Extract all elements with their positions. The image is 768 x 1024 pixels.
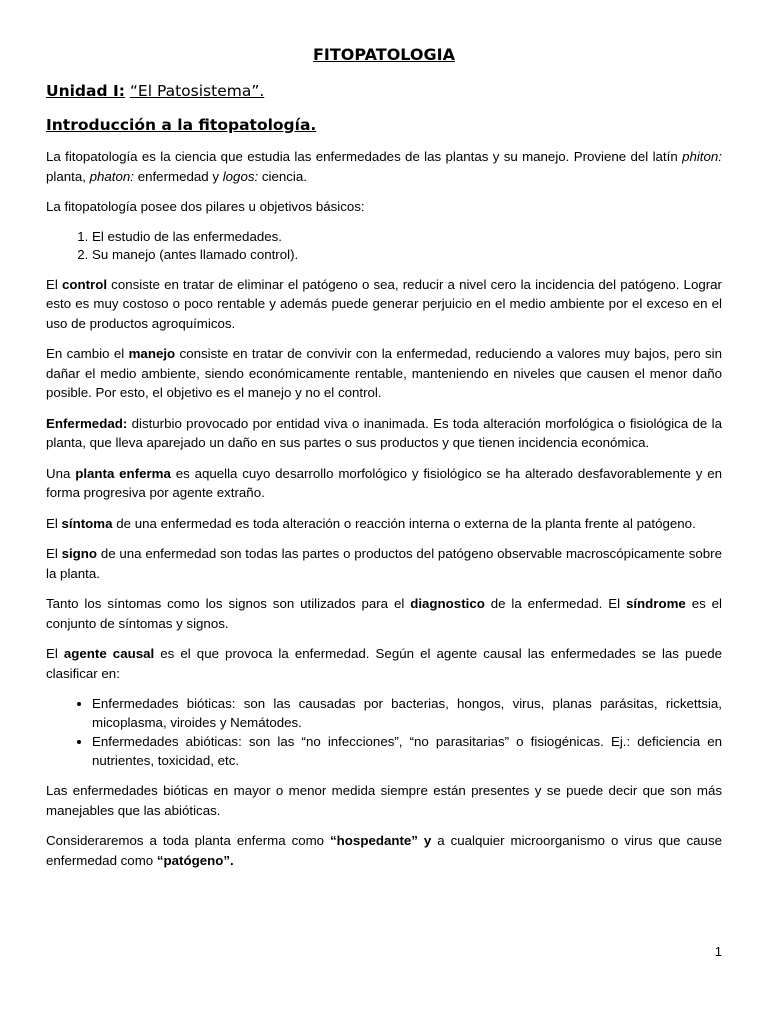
text-run: es el conjunto de síntomas y signos. [46, 596, 722, 631]
text-run: es el que provoca la enfermedad. Según el agente causal las enfermedades se las puede clasificar en: [46, 646, 722, 681]
text-run: de una enfermedad son todas las partes o productos del patógeno observable macroscópicamente sobre la planta. [46, 546, 722, 581]
latin-term: phiton: [682, 149, 722, 164]
paragraph-agente-causal [46, 644, 722, 683]
text-run: El [46, 515, 62, 531]
paragraph-planta-enferma [46, 464, 722, 503]
paragraph-manejo [46, 344, 722, 403]
paragraph-hospedante [46, 831, 722, 870]
text-run: El [46, 276, 62, 292]
bold-term: “patógeno”. [156, 852, 234, 868]
bold-term: planta enferma [75, 465, 171, 481]
text-run: consiste en tratar de convivir con la enfermedad, reduciendo a valores muy bajos, pero sin dañar el medio ambiente, siendo económicamente rentable, manteniendo en niveles que causen el menor daño posible. Por esto, el objetivo es el manejo y no el control. [46, 346, 722, 400]
unit-label: Unidad I: [46, 82, 125, 100]
paragraph-signo [46, 544, 722, 583]
bold-term: diagnostico [410, 596, 485, 611]
text-run: es aquella cuyo desarrollo morfológico y fisiológico se ha alterado desfavorablemente y en forma progresiva por agente extraño. [46, 465, 722, 500]
list-item: 1. El estudio de las enfermedades. [92, 228, 722, 246]
objectives-list [46, 228, 722, 264]
text-run: El [46, 646, 64, 661]
paragraph-bioticas: Las enfermedades bióticas en mayor o menor medida siempre están presentes y se puede decir que son más manejables que las abióticas. [46, 783, 722, 818]
text-run: Consideraremos a toda planta enferma como [46, 833, 331, 848]
bold-term: control [61, 276, 108, 292]
list-item: • Enfermedades abióticas: son las “no infecciones”, “no parasitarias” o fisiogénicas. Ej.: deficiencia en nutrientes, toxicidad, etc. [92, 732, 722, 770]
bold-term: síntoma [61, 515, 113, 531]
paragraph-diagnostico [46, 594, 722, 633]
latin-term: phaton: [89, 168, 134, 184]
bold-term: agente causal [63, 646, 155, 661]
paragraph-sintoma [46, 514, 722, 534]
paragraph-definition [46, 147, 722, 186]
text-run: ciencia. [258, 168, 307, 184]
bold-term: manejo [128, 346, 176, 361]
unit-title: “El Patosistema”. [129, 82, 265, 100]
text-run: consiste en tratar de eliminar el patógeno o sea, reducir a nivel cero la incidencia del patógeno. Lograr esto es muy costoso o poco rentable y además puede generar perjuicio en el medio ambiente por el exceso en el uso de productos agroquímicos. [46, 276, 722, 331]
bold-term: síndrome [625, 596, 686, 611]
list-item: 2. Su manejo (antes llamado control). [92, 246, 722, 264]
list-item: • Enfermedades bióticas: son las causadas por bacterias, hongos, virus, planas parásitas, rickettsia, micoplasma, viroides y Nemátodes. [92, 694, 722, 732]
text-run: El [46, 546, 62, 561]
section-heading: Introducción a la fitopatología. [46, 116, 317, 134]
document-title: FITOPATOLOGIA [312, 45, 455, 64]
text-run: de la enfermedad. El [484, 596, 626, 611]
paragraph-enfermedad [46, 414, 722, 453]
paragraph-pillars: La fitopatología posee dos pilares u objetivos básicos: [46, 199, 365, 214]
latin-term: logos: [222, 168, 259, 184]
paragraph-control [46, 275, 722, 334]
page-number: 1 [714, 944, 722, 959]
text-run: disturbio provocado por entidad viva o inanimada. Es toda alteración morfológica o fisiológica de la planta, que lleva aparejado un daño en sus partes o sus productos y que tienen incidencia económica. [46, 415, 722, 450]
text-run: de una enfermedad es toda alteración o reacción interna o externa de la planta frente al patógeno. [112, 515, 696, 531]
text-run: enfermedad y [134, 168, 223, 184]
text-run: En cambio el [46, 346, 129, 361]
text-run: La fitopatología es la ciencia que estudia las enfermedades de las plantas y su manejo. Proviene del latín [46, 149, 683, 164]
text-run: a cualquier microorganismo o virus que cause enfermedad como [46, 833, 722, 868]
text-run: Una [46, 465, 76, 481]
bold-term: “hospedante” y [330, 833, 432, 848]
unit-heading [46, 80, 722, 102]
text-run: Tanto los síntomas como los signos son utilizados para el [46, 596, 411, 611]
text-run: planta, [46, 168, 90, 184]
bold-term: Enfermedad: [46, 415, 128, 431]
disease-types-list [46, 694, 722, 770]
bold-term: signo [61, 546, 98, 561]
